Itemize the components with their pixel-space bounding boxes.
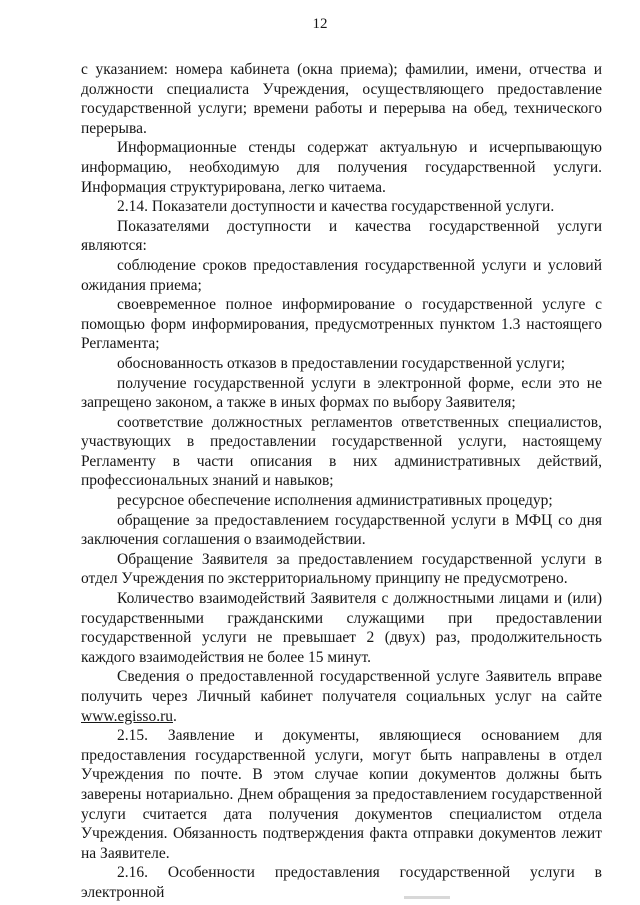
scan-artifact-line: [404, 896, 450, 899]
paragraph-indicators-intro: Показателями доступности и качества государственной услуги являются:: [81, 217, 602, 255]
section-paragraph-2-16: 2.16. Особенности предоставления государственной услуги в электронной: [81, 864, 602, 901]
page-number: 12: [312, 16, 328, 32]
paragraph-indicator-regulations: соответствие должностных регламентов ответственных специалистов, участвующих в предоставлении государственной услуги, настоящему Регламенту в части описания в них административных действий, профессиональных знаний и навыков;: [81, 413, 602, 490]
paragraph-indicator-refusals: обоснованность отказов в предоставлении государственной услуги;: [117, 354, 566, 372]
document-body: [81, 60, 602, 903]
paragraph-continuation: с указанием: номера кабинета (окна приема); фамилии, имени, отчества и должности специалиста Учреждения, осуществляющего предоставление государственной услуги; времени работы и перерыва на обед, технического перерыва.: [81, 61, 602, 137]
paragraph-indicator-resources: ресурсное обеспечение исполнения административных процедур;: [117, 492, 553, 510]
section-paragraph-2-15: 2.15. Заявление и документы, являющиеся основанием для предоставления государственной услуги, могут быть направлены в отдел Учреждения по почте. В этом случае копии документов должны быть заверены нотариально. Днем обращения за предоставлением государственной услуги считается дата получения документов специалистом отдела Учреждения. Обязанность подтверждения факта отправки документов лежит на Заявителе.: [81, 727, 602, 862]
paragraph-personal-account: [81, 667, 602, 726]
website-link[interactable]: www.egisso.ru: [81, 707, 173, 725]
paragraph-extraterritorial: Обращение Заявителя за предоставлением государственной услуги в отдел Учреждения по экстерриториальному принципу не предусмотрено.: [81, 550, 602, 588]
paragraph-indicator-deadlines: соблюдение сроков предоставления государственной услуги и условий ожидания приема;: [81, 256, 602, 294]
paragraph-interactions-count: Количество взаимодействий Заявителя с должностными лицами и (или) государственными гражданскими служащими при предоставлении государственной услуги не превышает 2 (двух) раз, продолжительность каждого взаимодействия не более 15 минут.: [81, 590, 602, 666]
personal-account-text: Сведения о предоставленной государственной услуге Заявитель вправе получить через Личный кабинет получателя социальных услуг на сайте: [81, 668, 602, 705]
paragraph-info-stands: Информационные стенды содержат актуальную и исчерпывающую информацию, необходимую для получения государственной услуги. Информация структурирована, легко читаема.: [81, 139, 602, 196]
section-heading-2-14: 2.14. Показатели доступности и качества государственной услуги.: [117, 198, 555, 216]
paragraph-indicator-informing: своевременное полное информирование о государственной услуге с помощью форм информирования, предусмотренных пунктом 1.3 настоящего Регламента;: [81, 296, 602, 353]
paragraph-indicator-mfc: обращение за предоставлением государственной услуги в МФЦ со дня заключения соглашения о взаимодействии.: [81, 511, 602, 549]
paragraph-indicator-electronic: получение государственной услуги в электронной форме, если это не запрещено законом, а также в иных формах по выбору Заявителя;: [81, 374, 602, 412]
link-period: .: [173, 707, 177, 725]
